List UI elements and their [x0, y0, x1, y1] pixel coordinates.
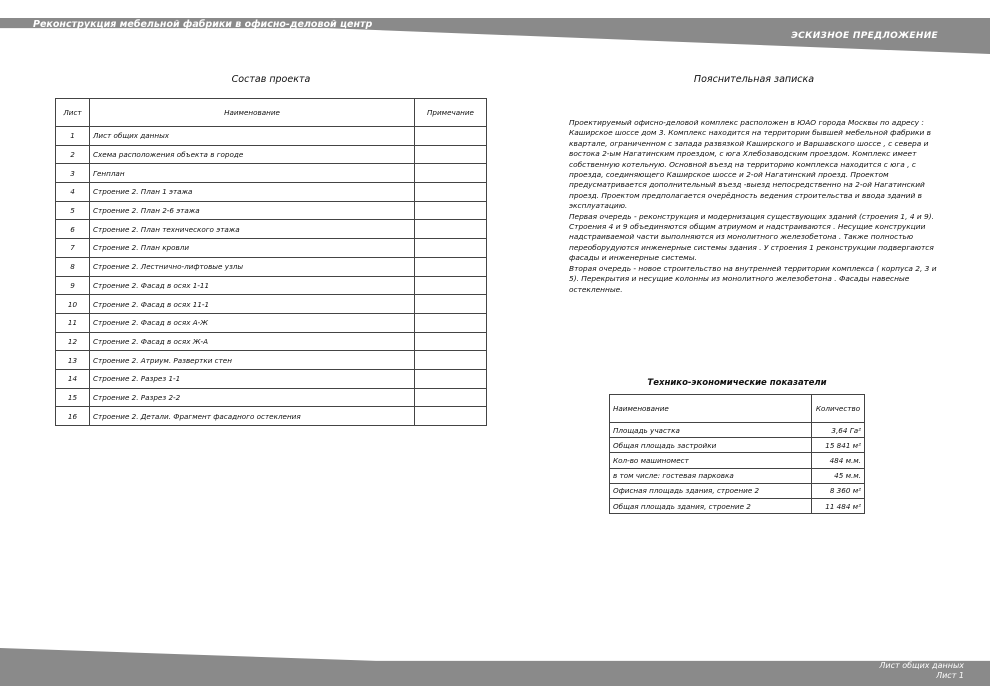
composition-cell-note — [415, 313, 487, 332]
composition-cell-num: 1 — [56, 127, 90, 146]
composition-cell-name: Строение 2. План технического этажа — [90, 220, 415, 239]
composition-cell-name: Строение 2. План 2-6 этажа — [90, 201, 415, 220]
composition-cell-name: Схема расположения объекта в городе — [90, 145, 415, 164]
note-paragraph: Проектируемый офисно-деловой комплекс расположен в ЮАО города Москвы по адресу : Каширское шоссе дом 3. Комплекс находится на территории бывшей мебельной фабрики в квартале, ограниченном с запада развязкой Каширского и Варшавского шоссе , с севера и востока 2-ым Нагатинским проездом, с юга Хлебозаводским проездом. Комплекс имеет собственную котельную. Основной въезд на территорию комплекса находится с юга , с проезда, соединяющего Каширское шоссе и 2-ой Нагатинский проезд. Проектом предусматривается дополнительный въезд -выезд непосредственно на 2-ой Нагатинский проезд. Проектом предполагается очерёдность ведения строительства и ввода зданий в эксплуатацию. — [569, 118, 932, 211]
composition-cell-note — [415, 369, 487, 388]
composition-heading: Состав проекта — [231, 74, 311, 85]
composition-cell-num: 4 — [56, 183, 90, 202]
composition-cell-num: 15 — [56, 388, 90, 407]
composition-row — [56, 295, 487, 314]
tep-table — [609, 394, 865, 514]
tep-cell-name: в том числе: гостевая парковка — [610, 468, 812, 483]
composition-cell-name: Строение 2. Фасад в осях Ж-А — [90, 332, 415, 351]
composition-row — [56, 332, 487, 351]
composition-cell-num: 9 — [56, 276, 90, 295]
composition-cell-num: 8 — [56, 257, 90, 276]
composition-cell-num: 13 — [56, 351, 90, 370]
composition-cell-note — [415, 276, 487, 295]
project-title-line1: Реконструкция мебельной фабрики в офисно-деловой центр — [33, 19, 373, 30]
composition-row — [56, 145, 487, 164]
tep-body — [610, 395, 865, 514]
composition-cell-note — [415, 164, 487, 183]
composition-cell-note — [415, 145, 487, 164]
composition-cell-num: 6 — [56, 220, 90, 239]
composition-cell-num: 12 — [56, 332, 90, 351]
tep-row — [610, 483, 865, 498]
composition-cell-note — [415, 351, 487, 370]
note-heading: Пояснительная записка — [693, 74, 815, 85]
project-title-line2: по адресу: Каширское шоссе, дом 3, корпус 2 — [33, 30, 290, 41]
composition-cell-num: 10 — [56, 295, 90, 314]
composition-cell-note — [415, 388, 487, 407]
sheet-number: Лист 1 — [936, 671, 964, 680]
tep-row — [610, 438, 865, 453]
composition-row — [56, 164, 487, 183]
composition-row — [56, 220, 487, 239]
composition-row — [56, 388, 487, 407]
tep-header-row — [610, 395, 865, 423]
tep-col-value: Количество — [812, 395, 865, 423]
composition-cell-num: 3 — [56, 164, 90, 183]
composition-row — [56, 183, 487, 202]
composition-cell-name: Строение 2. План кровли — [90, 239, 415, 258]
composition-cell-note — [415, 220, 487, 239]
composition-cell-name: Строение 2. Разрез 2-2 — [90, 388, 415, 407]
tep-cell-name: Офисная площадь здания, строение 2 — [610, 483, 812, 498]
composition-row — [56, 239, 487, 258]
composition-cell-note — [415, 201, 487, 220]
composition-header-row — [56, 99, 487, 127]
tep-row — [610, 453, 865, 468]
composition-cell-name: Генплан — [90, 164, 415, 183]
tep-cell-value: 3,64 Га² — [812, 423, 865, 438]
composition-cell-note — [415, 295, 487, 314]
composition-row — [56, 351, 487, 370]
footer-band — [0, 648, 990, 686]
tep-col-name: Наименование — [610, 395, 812, 423]
col-note: Примечание — [415, 99, 487, 127]
stage-label: ЭСКИЗНОЕ ПРЕДЛОЖЕНИЕ — [791, 31, 938, 41]
composition-cell-name: Строение 2. Фасад в осях 11-1 — [90, 295, 415, 314]
tep-cell-value: 8 360 м² — [812, 483, 865, 498]
composition-row — [56, 407, 487, 426]
tep-cell-value: 15 841 м² — [812, 438, 865, 453]
composition-cell-name: Строение 2. Атриум. Развертки стен — [90, 351, 415, 370]
composition-row — [56, 201, 487, 220]
tep-cell-name: Общая площадь здания, строение 2 — [610, 498, 812, 513]
composition-cell-num: 5 — [56, 201, 90, 220]
composition-cell-num: 16 — [56, 407, 90, 426]
sheet-info — [879, 661, 964, 681]
composition-table — [55, 98, 487, 426]
tep-row — [610, 498, 865, 513]
tep-cell-value: 45 м.м. — [812, 468, 865, 483]
composition-cell-name: Строение 2. Фасад в осях 1-11 — [90, 276, 415, 295]
tep-cell-name: Общая площадь застройки — [610, 438, 812, 453]
tep-row — [610, 423, 865, 438]
explanatory-note — [569, 118, 939, 295]
composition-cell-note — [415, 239, 487, 258]
col-name: Наименование — [90, 99, 415, 127]
composition-body — [56, 127, 487, 426]
composition-cell-note — [415, 127, 487, 146]
composition-cell-num: 14 — [56, 369, 90, 388]
tep-cell-name: Площадь участка — [610, 423, 812, 438]
composition-cell-name: Строение 2. Фасад в осях А-Ж — [90, 313, 415, 332]
composition-cell-name: Строение 2. Разрез 1-1 — [90, 369, 415, 388]
composition-cell-note — [415, 407, 487, 426]
composition-row — [56, 257, 487, 276]
composition-cell-num: 2 — [56, 145, 90, 164]
col-sheet: Лист — [56, 99, 90, 127]
note-paragraph: Вторая очередь - новое строительство на внутренней территории комплекса ( корпуса 2, 3 и 5). Перекрытия и несущие колонны из монолитного железобетона . Фасады навесные остекленные. — [569, 263, 937, 294]
project-title — [33, 19, 372, 41]
composition-row — [56, 276, 487, 295]
composition-cell-name: Строение 2. Детали. Фрагмент фасадного остекления — [90, 407, 415, 426]
composition-cell-name: Лист общих данных — [90, 127, 415, 146]
tep-cell-value: 11 484 м² — [812, 498, 865, 513]
composition-cell-num: 11 — [56, 313, 90, 332]
tep-row — [610, 468, 865, 483]
composition-row — [56, 369, 487, 388]
composition-cell-name: Строение 2. Лестнично-лифтовые узлы — [90, 257, 415, 276]
tep-cell-name: Кол-во машиномест — [610, 453, 812, 468]
composition-cell-num: 7 — [56, 239, 90, 258]
composition-cell-note — [415, 183, 487, 202]
note-paragraph: Первая очередь - реконструкция и модернизация существующих зданий (строения 1, 4 и 9). Строения 4 и 9 объединяются общим атриумом и надстраиваются . Несущие конструкции надстраиваемой части выполняются из монолитного железобетона . Также полностью переоборудуются инженерные системы здания . У строения 1 реконструкции подвергаются фасады и инженерные системы. — [569, 211, 934, 263]
tep-cell-value: 484 м.м. — [812, 453, 865, 468]
composition-cell-name: Строение 2. План 1 этажа — [90, 183, 415, 202]
sheet-name: Лист общих данных — [879, 661, 964, 670]
composition-cell-note — [415, 257, 487, 276]
tep-heading: Технико-экономические показатели — [647, 378, 827, 388]
composition-cell-note — [415, 332, 487, 351]
composition-row — [56, 313, 487, 332]
composition-row — [56, 127, 487, 146]
